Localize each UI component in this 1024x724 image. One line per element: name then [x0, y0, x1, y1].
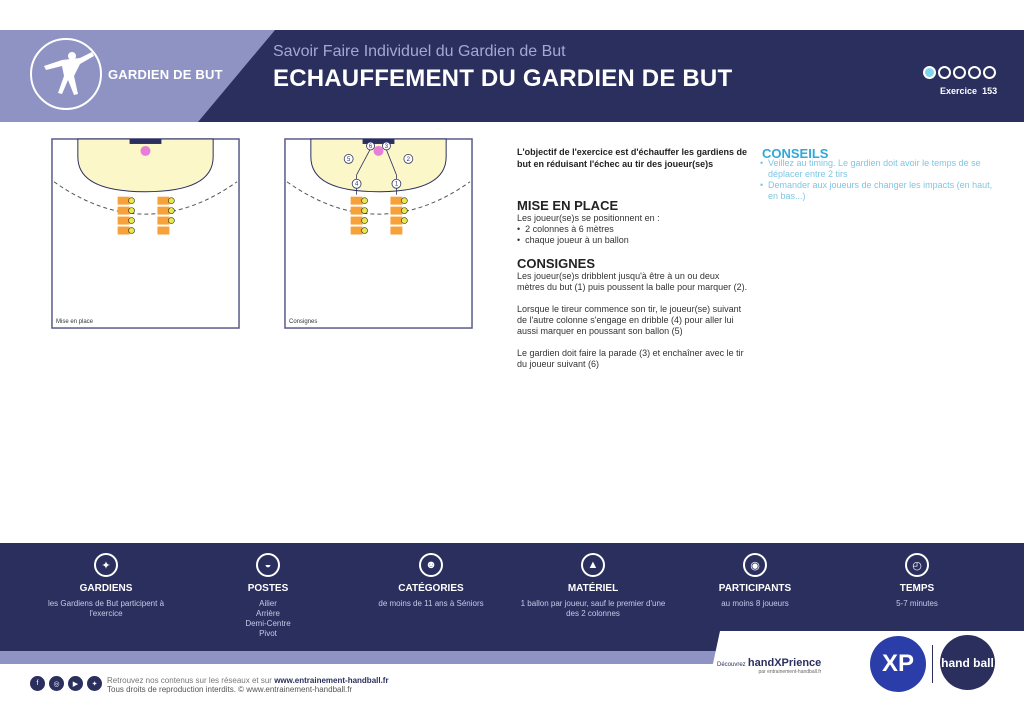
page-title: ECHAUFFEMENT DU GARDIEN DE BUT — [273, 65, 733, 92]
exercise-number: Exercice 153 — [940, 86, 998, 96]
setup-section — [517, 198, 752, 246]
entrainement-handball-logo[interactable]: hand ball — [940, 635, 995, 690]
tips-title: CONSEILS — [762, 146, 829, 161]
website-link[interactable]: www.entrainement-handball.fr — [274, 676, 389, 685]
svg-text:5: 5 — [346, 156, 351, 163]
goalkeeper-icon — [30, 38, 102, 110]
objective-text: L'objectif de l'exercice est d'échauffer les gardiens de but en réduisant l'échec au tir des joueur(se)s — [517, 147, 748, 169]
court-diagram-setup — [48, 137, 243, 337]
info-goalkeepers: ✦ GARDIENS les Gardiens de But participent à l'exercice — [31, 553, 181, 619]
instagram-icon[interactable]: ◎ — [49, 676, 64, 691]
instructions-title: CONSIGNES — [517, 256, 596, 271]
court-icon: ◒ — [256, 553, 280, 577]
cone-icon: ▲ — [581, 553, 605, 577]
info-positions: ◒ POSTES Ailier Arrière Demi-Centre Pivot — [193, 553, 343, 639]
tip-item: • Veillez au timing. Le gardien doit avoir le temps de se déplacer entre 2 tirs — [760, 158, 995, 180]
ball-icon — [983, 66, 996, 79]
handxp-logo[interactable]: XP — [870, 636, 926, 692]
social-links — [30, 676, 102, 691]
group-icon: ☻ — [419, 553, 443, 577]
footer-social-text: Retrouvez nos contenus sur les réseaux et sur www.entrainement-handball.fr — [107, 676, 389, 685]
diagram-caption: Consignes — [289, 319, 318, 325]
setup-intro: Les joueur(se)s se positionnent en : — [517, 213, 660, 223]
twitter-icon[interactable]: ✦ — [87, 676, 102, 691]
difficulty-indicator — [923, 66, 996, 79]
info-equipment: ▲ MATÉRIEL 1 ballon par joueur, sauf le premier d'une des 2 colonnes — [518, 553, 668, 619]
goalkeeper-icon: ✦ — [94, 553, 118, 577]
court-diagram-instructions — [281, 137, 476, 337]
setup-title: MISE EN PLACE — [517, 198, 619, 213]
footer-stripe — [0, 651, 717, 664]
instruction-paragraph: Les joueur(se)s dribblent jusqu'à être à un ou deux mètres du but (1) puis poussent la balle pour marquer (2). — [517, 271, 748, 292]
ball-icon — [953, 66, 966, 79]
info-time: ◴ TEMPS 5-7 minutes — [842, 553, 992, 609]
ball-icon — [968, 66, 981, 79]
divider — [932, 645, 933, 683]
copyright-text: Tous droits de reproduction interdits. © www.entrainement-handball.fr — [107, 685, 353, 694]
ball-icon — [923, 66, 936, 79]
svg-text:1: 1 — [394, 181, 399, 188]
facebook-icon[interactable]: f — [30, 676, 45, 691]
info-categories: ☻ CATÉGORIES de moins de 11 ans à Séniors — [356, 553, 506, 609]
diagram-caption: Mise en place — [56, 319, 94, 325]
instructions-section — [517, 256, 749, 370]
tip-item: • Demander aux joueurs de changer les impacts (en haut, en bas...) — [760, 180, 995, 202]
category-badge: GARDIEN DE BUT — [108, 67, 223, 82]
participants-icon: ◉ — [743, 553, 767, 577]
clock-icon: ◴ — [905, 553, 929, 577]
svg-text:2: 2 — [406, 156, 411, 163]
info-participants: ◉ PARTICIPANTS au moins 8 joueurs — [680, 553, 830, 609]
svg-text:3: 3 — [384, 143, 389, 150]
instruction-paragraph: Le gardien doit faire la parade (3) et enchaîner avec le tir du joueur suivant (6) — [517, 348, 744, 369]
ball-icon — [938, 66, 951, 79]
youtube-icon[interactable]: ▶ — [68, 676, 83, 691]
svg-text:4: 4 — [354, 181, 359, 188]
setup-item: • 2 colonnes à 6 mètres — [517, 224, 614, 234]
page-subtitle: Savoir Faire Individuel du Gardien de But — [273, 43, 566, 60]
tips-list — [760, 158, 995, 202]
instruction-paragraph: Lorsque le tireur commence son tir, le joueur(se) suivant de l'autre colonne s'engage en dribble (4) pour aller lui aussi marquer en poussant son ballon (5) — [517, 304, 742, 336]
xp-promo[interactable]: Découvrez handXPrience par entrainement-handball.fr — [717, 657, 822, 675]
setup-item: • chaque joueur à un ballon — [517, 235, 629, 245]
svg-text:6: 6 — [368, 143, 373, 150]
